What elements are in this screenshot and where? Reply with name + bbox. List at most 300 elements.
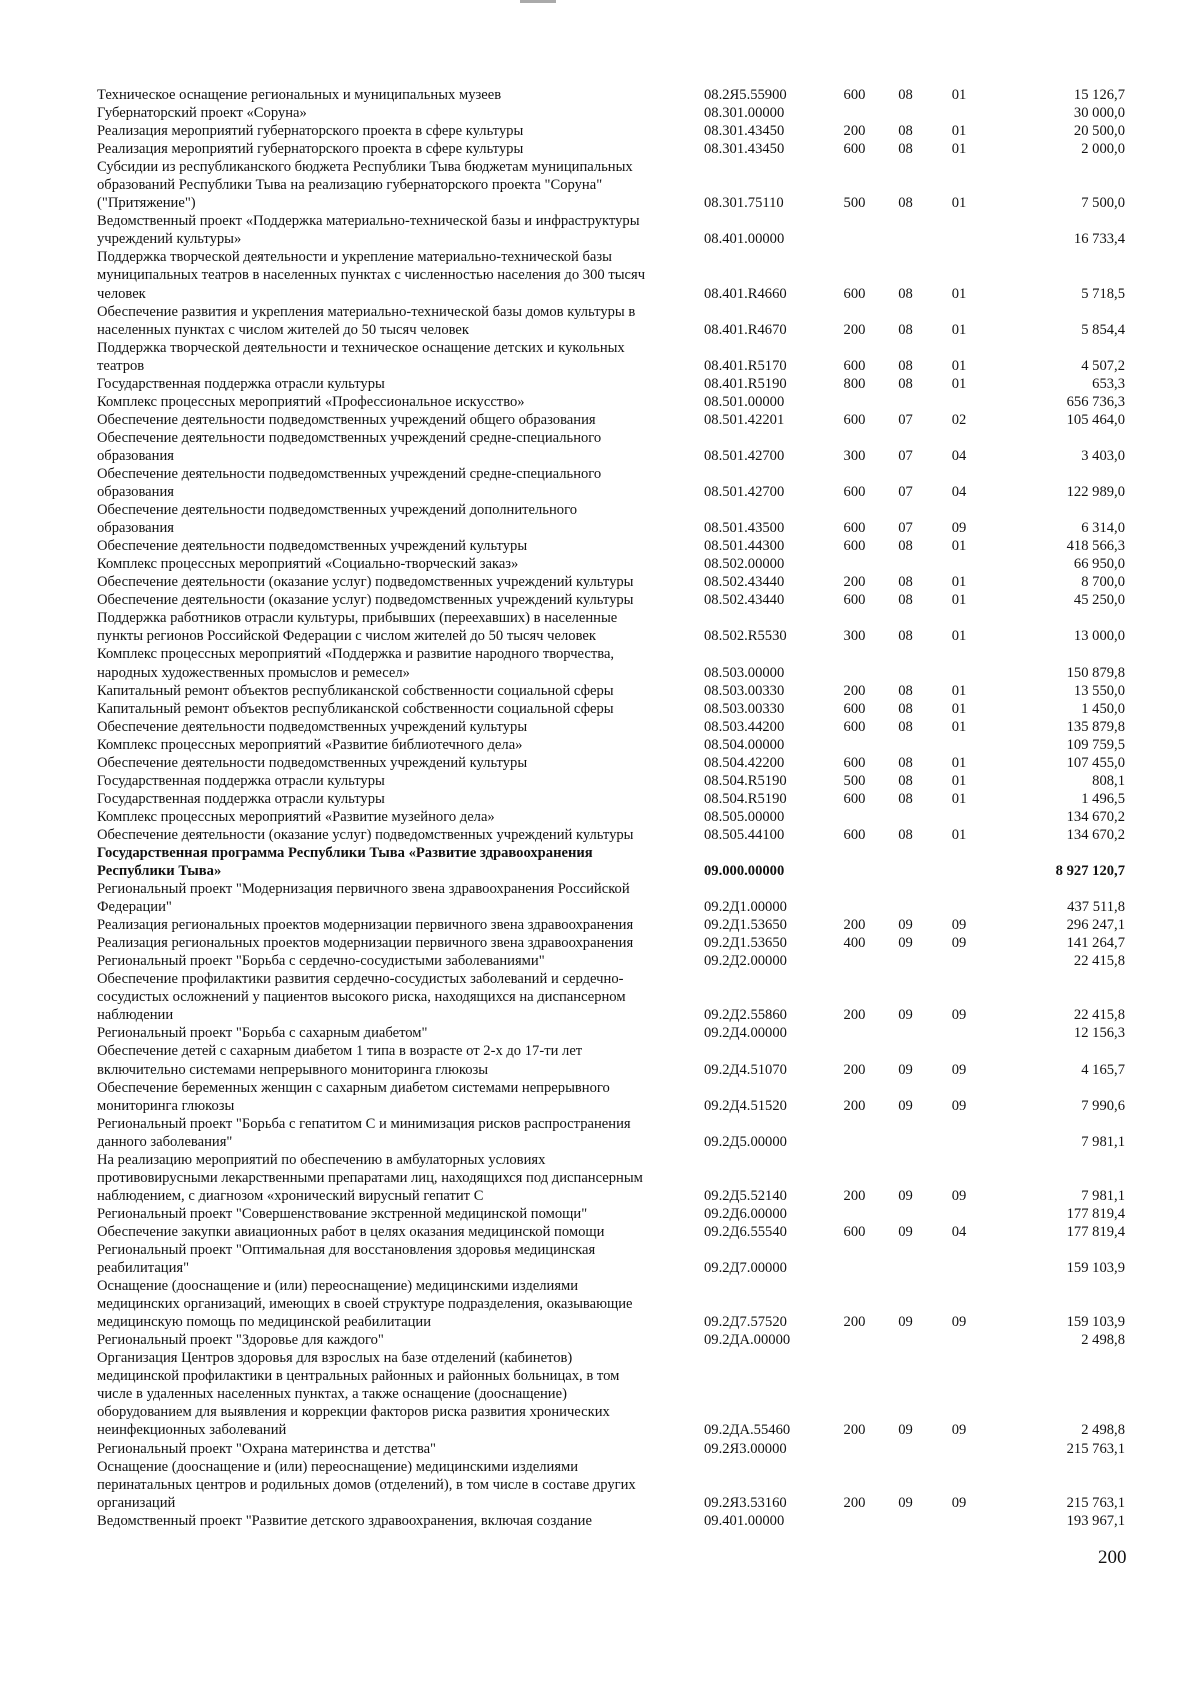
row-name: Реализация региональных проектов модернизации первичного звена здравоохранения — [97, 935, 634, 952]
table-row — [97, 1024, 1127, 1042]
table-row — [97, 1205, 1127, 1223]
row-vr-code: 600 — [843, 87, 866, 103]
row-sum: 122 989,0 — [1066, 484, 1125, 501]
row-vr-code: 500 — [843, 195, 866, 212]
row-rz-code: 08 — [898, 285, 913, 302]
row-vr-code: 200 — [843, 917, 866, 934]
row-rz-code: 08 — [898, 826, 913, 843]
row-pr-code: 01 — [951, 285, 967, 302]
row-sum: 16 733,4 — [1073, 231, 1125, 248]
table-row — [97, 880, 1127, 916]
row-name: Ведомственный проект «Поддержка материально-технической базы и инфраструктуры учреждений культуры» — [97, 213, 640, 248]
table-row — [97, 86, 1127, 104]
row-name: Обеспечение деятельности подведомственных учреждений культуры — [97, 718, 528, 735]
row-sum: 1 450,0 — [1081, 700, 1125, 717]
row-sum: 1 496,5 — [1081, 790, 1125, 807]
row-sum: 159 103,9 — [1066, 1314, 1125, 1331]
row-sum: 12 156,3 — [1073, 1025, 1125, 1042]
table-row — [97, 393, 1127, 411]
row-vr-code: 600 — [843, 520, 866, 537]
row-name: Капитальный ремонт объектов республиканской собственности социальной сферы — [97, 700, 614, 717]
row-rz-code: 07 — [898, 411, 913, 428]
table-row — [97, 1079, 1127, 1115]
row-pr-code: 09 — [951, 935, 967, 952]
page-number: 200 — [1098, 1547, 1127, 1568]
row-sum: 134 670,2 — [1066, 808, 1125, 825]
row-csr-code: 08.504.R5190 — [704, 790, 787, 807]
row-name: Государственная поддержка отрасли культуры — [97, 790, 385, 807]
row-vr-code: 200 — [843, 1187, 866, 1204]
row-csr-code: 09.2Д4.51520 — [704, 1097, 787, 1114]
row-rz-code: 09 — [898, 1187, 913, 1204]
table-row — [97, 555, 1127, 573]
row-pr-code: 09 — [951, 1422, 967, 1439]
row-vr-code: 600 — [843, 285, 866, 302]
row-csr-code: 08.501.42700 — [704, 447, 785, 464]
row-sum: 45 250,0 — [1073, 592, 1125, 609]
table-row — [97, 754, 1127, 772]
row-pr-code: 01 — [951, 141, 967, 158]
row-csr-code: 08.502.R5530 — [704, 628, 787, 645]
row-pr-code: 01 — [951, 682, 967, 699]
row-rz-code: 08 — [898, 772, 913, 789]
row-sum: 4 507,2 — [1081, 357, 1125, 374]
row-sum: 296 247,1 — [1066, 917, 1125, 934]
row-rz-code: 09 — [898, 1007, 913, 1024]
row-csr-code: 08.401.R4670 — [704, 321, 787, 338]
table-row — [97, 772, 1127, 790]
row-csr-code: 09.2Д1.53650 — [704, 917, 787, 934]
row-sum: 2 498,8 — [1081, 1422, 1125, 1439]
row-csr-code: 09.2Я3.00000 — [704, 1440, 787, 1457]
row-pr-code: 09 — [951, 1061, 967, 1078]
row-pr-code: 01 — [951, 628, 967, 645]
row-name: Поддержка творческой деятельности и укрепление материально-технической базы муниципальных театров в населенных пунктах с численностью населения до 300 тысяч человек — [97, 249, 646, 302]
table-row — [97, 104, 1127, 122]
row-rz-code: 08 — [898, 195, 913, 212]
row-csr-code: 09.401.00000 — [704, 1512, 785, 1529]
row-csr-code: 08.301.43450 — [704, 123, 785, 140]
row-pr-code: 04 — [951, 1223, 967, 1240]
row-sum: 13 000,0 — [1073, 628, 1125, 645]
row-sum: 215 763,1 — [1066, 1494, 1125, 1511]
row-csr-code: 08.401.R4660 — [704, 285, 787, 302]
row-sum: 134 670,2 — [1066, 826, 1125, 843]
row-sum: 135 879,8 — [1066, 718, 1125, 735]
row-name: Региональный проект "Охрана материнства и детства" — [97, 1440, 436, 1457]
row-rz-code: 08 — [898, 321, 913, 338]
row-vr-code: 600 — [843, 411, 866, 428]
table-row — [97, 429, 1127, 465]
row-sum: 6 314,0 — [1081, 520, 1125, 537]
table-row — [97, 952, 1127, 970]
budget-table — [97, 86, 1127, 1530]
row-name: Региональный проект "Здоровье для каждого" — [97, 1332, 384, 1349]
row-pr-code: 09 — [951, 1007, 967, 1024]
row-rz-code: 08 — [898, 538, 913, 555]
row-sum: 193 967,1 — [1066, 1512, 1125, 1529]
row-rz-code: 09 — [898, 1223, 913, 1240]
row-vr-code: 200 — [843, 1494, 866, 1511]
row-rz-code: 08 — [898, 87, 913, 103]
row-name: Губернаторский проект «Соруна» — [97, 105, 307, 122]
row-name: Региональный проект "Борьба с сахарным диабетом" — [97, 1025, 428, 1042]
table-row — [97, 844, 1127, 880]
row-sum: 656 736,3 — [1066, 393, 1125, 410]
row-sum: 20 500,0 — [1073, 123, 1125, 140]
row-vr-code: 800 — [843, 375, 866, 392]
table-row — [97, 1349, 1127, 1439]
row-pr-code: 01 — [951, 195, 967, 212]
row-name: Реализация мероприятий губернаторского проекта в сфере культуры — [97, 123, 524, 140]
row-csr-code: 08.505.44100 — [704, 826, 785, 843]
row-name: Государственная программа Республики Тыва «Развитие здравоохранения Республики Тыва» — [97, 844, 593, 880]
row-csr-code: 09.2Д2.00000 — [704, 953, 787, 970]
row-rz-code: 08 — [898, 700, 913, 717]
row-pr-code: 01 — [951, 718, 967, 735]
row-csr-code: 09.2ДА.55460 — [704, 1422, 791, 1439]
row-name: Ведомственный проект "Развитие детского здравоохранения, включая создание — [97, 1512, 592, 1529]
row-name: Комплекс процессных мероприятий «Профессиональное искусство» — [97, 393, 525, 410]
row-name: Обеспечение профилактики развития сердечно-сосудистых заболеваний и сердечно- сосудистых осложнений у пациентов высокого риска, находящихся на диспансерном наблюдении — [97, 971, 626, 1024]
row-vr-code: 500 — [843, 772, 866, 789]
row-rz-code: 09 — [898, 1097, 913, 1114]
row-name: Региональный проект "Борьба с сердечно-сосудистыми заболеваниями" — [97, 953, 545, 970]
row-vr-code: 200 — [843, 1061, 866, 1078]
row-sum: 66 950,0 — [1073, 556, 1125, 573]
row-pr-code: 01 — [951, 826, 967, 843]
row-csr-code: 08.504.42200 — [704, 754, 785, 771]
row-vr-code: 600 — [843, 538, 866, 555]
row-name: Реализация мероприятий губернаторского проекта в сфере культуры — [97, 141, 524, 158]
row-csr-code: 08.502.43440 — [704, 592, 785, 609]
row-name: Обеспечение деятельности (оказание услуг) подведомственных учреждений культуры — [97, 826, 634, 843]
table-row — [97, 682, 1127, 700]
row-sum: 5 718,5 — [1081, 285, 1125, 302]
row-vr-code: 600 — [843, 700, 866, 717]
table-row — [97, 1223, 1127, 1241]
row-sum: 8 927 120,7 — [1055, 863, 1125, 880]
scan-mark — [520, 0, 556, 3]
row-rz-code: 08 — [898, 628, 913, 645]
row-vr-code: 200 — [843, 1422, 866, 1439]
row-sum: 7 500,0 — [1081, 195, 1125, 212]
row-rz-code: 09 — [898, 917, 913, 934]
row-rz-code: 08 — [898, 123, 913, 140]
row-sum: 3 403,0 — [1081, 447, 1125, 464]
row-name: Обеспечение закупки авиационных работ в целях оказания медицинской помощи — [97, 1223, 605, 1240]
row-vr-code: 600 — [843, 484, 866, 501]
row-csr-code: 08.501.43500 — [704, 520, 785, 537]
table-row — [97, 140, 1127, 158]
row-rz-code: 08 — [898, 718, 913, 735]
row-sum: 177 819,4 — [1066, 1223, 1125, 1240]
row-sum: 4 165,7 — [1081, 1061, 1125, 1078]
row-name: Обеспечение беременных женщин с сахарным диабетом системами непрерывного мониторинга глюкозы — [97, 1079, 610, 1114]
table-row — [97, 122, 1127, 140]
row-name: Капитальный ремонт объектов республиканской собственности социальной сферы — [97, 682, 614, 699]
row-name: Обеспечение деятельности подведомственных учреждений средне-специального образования — [97, 465, 602, 501]
row-pr-code: 01 — [951, 123, 967, 140]
row-csr-code: 08.501.42201 — [704, 411, 785, 428]
row-vr-code: 600 — [843, 754, 866, 771]
row-csr-code: 09.2Д5.52140 — [704, 1187, 787, 1204]
table-row — [97, 1115, 1127, 1151]
row-name: На реализацию мероприятий по обеспечению в амбулаторных условиях противовирусными лекарственными препаратами лиц, находящихся под диспансерным наблюдением, с диагнозом «хронический вирусный гепатит С — [97, 1151, 643, 1204]
row-vr-code: 600 — [843, 718, 866, 735]
table-row — [97, 573, 1127, 591]
row-sum: 2 000,0 — [1081, 141, 1125, 158]
row-csr-code: 08.2Я5.55900 — [704, 87, 787, 103]
row-name: Обеспечение деятельности подведомственных учреждений общего образования — [97, 411, 596, 428]
table-row — [97, 411, 1127, 429]
row-rz-code: 08 — [898, 592, 913, 609]
row-csr-code: 08.301.43450 — [704, 141, 785, 158]
row-rz-code: 08 — [898, 141, 913, 158]
row-sum: 7 981,1 — [1081, 1133, 1125, 1150]
row-sum: 22 415,8 — [1073, 1007, 1125, 1024]
row-pr-code: 09 — [951, 1494, 967, 1511]
row-pr-code: 09 — [951, 917, 967, 934]
row-name: Реализация региональных проектов модернизации первичного звена здравоохранения — [97, 917, 634, 934]
row-sum: 8 700,0 — [1081, 574, 1125, 591]
row-name: Региональный проект "Оптимальная для восстановления здоровья медицинская реабилитация" — [97, 1242, 596, 1277]
table-row — [97, 303, 1127, 339]
row-sum: 808,1 — [1092, 772, 1125, 789]
row-csr-code: 08.505.00000 — [704, 808, 785, 825]
row-csr-code: 08.501.00000 — [704, 393, 785, 410]
row-csr-code: 08.504.R5190 — [704, 772, 787, 789]
table-row — [97, 212, 1127, 248]
table-row — [97, 465, 1127, 501]
row-vr-code: 600 — [843, 826, 866, 843]
row-rz-code: 08 — [898, 790, 913, 807]
row-csr-code: 08.503.00330 — [704, 682, 785, 699]
row-csr-code: 08.301.00000 — [704, 105, 785, 122]
table-row — [97, 248, 1127, 302]
row-pr-code: 09 — [951, 1187, 967, 1204]
table-row — [97, 808, 1127, 826]
row-vr-code: 600 — [843, 141, 866, 158]
row-name: Региональный проект "Модернизация первичного звена здравоохранения Российской Федерации" — [97, 881, 630, 916]
row-sum: 141 264,7 — [1066, 935, 1125, 952]
row-pr-code: 01 — [951, 592, 967, 609]
row-name: Обеспечение деятельности подведомственных учреждений дополнительного образования — [97, 502, 577, 537]
row-name: Обеспечение развития и укрепления материально-технической базы домов культуры в населенных пунктах с числом жителей до 50 тысяч человек — [97, 303, 636, 338]
row-csr-code: 09.2Д1.53650 — [704, 935, 787, 952]
row-csr-code: 09.2ДА.00000 — [704, 1332, 791, 1349]
row-csr-code: 09.2Д4.00000 — [704, 1025, 787, 1042]
row-sum: 107 455,0 — [1066, 754, 1125, 771]
row-name: Поддержка творческой деятельности и техническое оснащение детских и кукольных театров — [97, 339, 625, 374]
row-sum: 653,3 — [1092, 375, 1125, 392]
row-csr-code: 09.2Я3.53160 — [704, 1494, 787, 1511]
table-row — [97, 158, 1127, 212]
table-row — [97, 1151, 1127, 1205]
table-row — [97, 375, 1127, 393]
row-csr-code: 08.503.00330 — [704, 700, 785, 717]
row-name: Комплекс процессных мероприятий «Поддержка и развитие народного творчества, народных художественных промыслов и ремесел» — [97, 646, 615, 681]
row-pr-code: 02 — [951, 411, 967, 428]
row-csr-code: 09.000.00000 — [704, 863, 785, 880]
row-pr-code: 04 — [951, 447, 967, 464]
row-csr-code: 08.501.42700 — [704, 484, 785, 501]
row-vr-code: 200 — [843, 123, 866, 140]
row-name: Обеспечение деятельности подведомственных учреждений средне-специального образования — [97, 429, 602, 464]
row-csr-code: 09.2Д6.55540 — [704, 1223, 787, 1240]
row-csr-code: 08.502.43440 — [704, 574, 785, 591]
row-vr-code: 200 — [843, 1097, 866, 1114]
row-vr-code: 300 — [843, 447, 866, 464]
table-row — [97, 790, 1127, 808]
row-csr-code: 08.504.00000 — [704, 736, 785, 753]
row-sum: 109 759,5 — [1066, 736, 1125, 753]
row-vr-code: 200 — [843, 682, 866, 699]
row-name: Организация Центров здоровья для взрослых на базе отделений (кабинетов) медицинской профилактики в центральных районных и районных больницах, в том числе в удаленных населенных пунктах, а также оснащение (дооснащение) оборудованием для выявления и коррекции факторов риска развития хронических неинфекционных заболеваний — [97, 1350, 620, 1439]
row-rz-code: 09 — [898, 1061, 913, 1078]
table-row — [97, 826, 1127, 844]
row-rz-code: 09 — [898, 1314, 913, 1331]
row-rz-code: 08 — [898, 754, 913, 771]
table-row — [97, 916, 1127, 934]
row-pr-code: 04 — [951, 484, 967, 501]
row-sum: 7 990,6 — [1081, 1097, 1125, 1114]
row-csr-code: 09.2Д6.00000 — [704, 1205, 787, 1222]
row-pr-code: 01 — [951, 357, 967, 374]
row-rz-code: 07 — [898, 484, 913, 501]
row-name: Субсидии из республиканского бюджета Республики Тыва бюджетам муниципальных образований Республики Тыва на реализацию губернаторского проекта "Соруна" ("Притяжение") — [97, 159, 633, 212]
row-sum: 15 126,7 — [1073, 87, 1125, 103]
row-name: Обеспечение деятельности подведомственных учреждений культуры — [97, 754, 528, 771]
row-vr-code: 600 — [843, 1223, 866, 1240]
row-rz-code: 07 — [898, 447, 913, 464]
row-pr-code: 01 — [951, 538, 967, 555]
row-pr-code: 01 — [951, 772, 967, 789]
row-csr-code: 08.401.R5170 — [704, 357, 787, 374]
row-pr-code: 01 — [951, 790, 967, 807]
table-row — [97, 1241, 1127, 1277]
table-row — [97, 1440, 1127, 1458]
row-vr-code: 600 — [843, 790, 866, 807]
row-pr-code: 01 — [951, 87, 967, 103]
row-name: Обеспечение деятельности (оказание услуг) подведомственных учреждений культуры — [97, 574, 634, 591]
row-rz-code: 08 — [898, 682, 913, 699]
row-csr-code: 09.2Д4.51070 — [704, 1061, 787, 1078]
row-csr-code: 09.2Д7.00000 — [704, 1260, 787, 1277]
row-name: Обеспечение деятельности подведомственных учреждений культуры — [97, 538, 528, 555]
row-sum: 7 981,1 — [1081, 1187, 1125, 1204]
row-name: Региональный проект "Совершенствование экстренной медицинской помощи" — [97, 1205, 588, 1222]
row-name: Региональный проект "Борьба с гепатитом С и минимизация рисков распространения данного заболевания" — [97, 1115, 631, 1150]
table-row — [97, 339, 1127, 375]
row-name: Обеспечение детей с сахарным диабетом 1 типа в возрасте от 2-х до 17-ти лет включительно системами непрерывного мониторинга глюкозы — [97, 1043, 583, 1078]
row-pr-code: 01 — [951, 754, 967, 771]
row-csr-code: 08.301.75110 — [704, 195, 784, 212]
row-rz-code: 08 — [898, 357, 913, 374]
row-name: Государственная поддержка отрасли культуры — [97, 375, 385, 392]
table-row — [97, 1042, 1127, 1078]
row-csr-code: 09.2Д5.00000 — [704, 1133, 787, 1150]
row-name: Обеспечение деятельности (оказание услуг) подведомственных учреждений культуры — [97, 592, 634, 609]
row-name: Комплекс процессных мероприятий «Развитие музейного дела» — [97, 808, 495, 825]
row-sum: 215 763,1 — [1066, 1440, 1125, 1457]
table-row — [97, 1331, 1127, 1349]
row-csr-code: 08.501.44300 — [704, 538, 785, 555]
row-sum: 105 464,0 — [1066, 411, 1125, 428]
row-csr-code: 09.2Д1.00000 — [704, 899, 787, 916]
row-rz-code: 08 — [898, 375, 913, 392]
row-csr-code: 08.502.00000 — [704, 556, 785, 573]
row-sum: 22 415,8 — [1073, 953, 1125, 970]
table-row — [97, 934, 1127, 952]
table-row — [97, 501, 1127, 537]
table-row — [97, 700, 1127, 718]
row-sum: 30 000,0 — [1073, 105, 1125, 122]
row-pr-code: 09 — [951, 520, 967, 537]
table-row — [97, 718, 1127, 736]
row-vr-code: 200 — [843, 1314, 866, 1331]
row-name: Оснащение (дооснащение и (или) переоснащение) медицинскими изделиями перинатальных центров и родильных домов (отделений), в том числе в составе других организаций — [97, 1458, 636, 1511]
row-pr-code: 01 — [951, 700, 967, 717]
table-row — [97, 1458, 1127, 1512]
row-rz-code: 09 — [898, 935, 913, 952]
row-pr-code: 09 — [951, 1314, 967, 1331]
row-sum: 2 498,8 — [1081, 1332, 1125, 1349]
table-row — [97, 736, 1127, 754]
row-pr-code: 09 — [951, 1097, 967, 1114]
row-name: Техническое оснащение региональных и муниципальных музеев — [97, 87, 502, 103]
row-vr-code: 200 — [843, 574, 866, 591]
row-vr-code: 300 — [843, 628, 866, 645]
table-row — [97, 537, 1127, 555]
row-name: Комплекс процессных мероприятий «Развитие библиотечного дела» — [97, 736, 523, 753]
row-csr-code: 09.2Д2.55860 — [704, 1007, 787, 1024]
table-row — [97, 970, 1127, 1024]
row-pr-code: 01 — [951, 375, 967, 392]
row-csr-code: 08.401.R5190 — [704, 375, 787, 392]
row-sum: 150 879,8 — [1066, 664, 1125, 681]
row-vr-code: 200 — [843, 321, 866, 338]
row-vr-code: 600 — [843, 357, 866, 374]
row-vr-code: 600 — [843, 592, 866, 609]
table-row — [97, 645, 1127, 681]
row-csr-code: 09.2Д7.57520 — [704, 1314, 787, 1331]
row-csr-code: 08.503.00000 — [704, 664, 785, 681]
row-vr-code: 400 — [843, 935, 866, 952]
row-rz-code: 09 — [898, 1494, 913, 1511]
table-row — [97, 1512, 1127, 1530]
row-pr-code: 01 — [951, 574, 967, 591]
row-sum: 418 566,3 — [1066, 538, 1125, 555]
table-row — [97, 1277, 1127, 1331]
row-sum: 437 511,8 — [1067, 899, 1125, 916]
row-csr-code: 08.401.00000 — [704, 231, 785, 248]
row-csr-code: 08.503.44200 — [704, 718, 785, 735]
table-row — [97, 609, 1127, 645]
row-name: Оснащение (дооснащение и (или) переоснащение) медицинскими изделиями медицинских организаций, имеющих в своей структуре подразделения, оказывающие медицинскую помощь по медицинской реабилитации — [97, 1278, 633, 1331]
table-row — [97, 591, 1127, 609]
row-vr-code: 200 — [843, 1007, 866, 1024]
row-sum: 5 854,4 — [1081, 321, 1125, 338]
row-rz-code: 07 — [898, 520, 913, 537]
row-name: Комплекс процессных мероприятий «Социально-творческий заказ» — [97, 556, 519, 573]
row-sum: 177 819,4 — [1066, 1205, 1125, 1222]
row-sum: 159 103,9 — [1066, 1260, 1125, 1277]
row-rz-code: 08 — [898, 574, 913, 591]
row-name: Государственная поддержка отрасли культуры — [97, 772, 385, 789]
row-sum: 13 550,0 — [1073, 682, 1125, 699]
row-pr-code: 01 — [951, 321, 967, 338]
